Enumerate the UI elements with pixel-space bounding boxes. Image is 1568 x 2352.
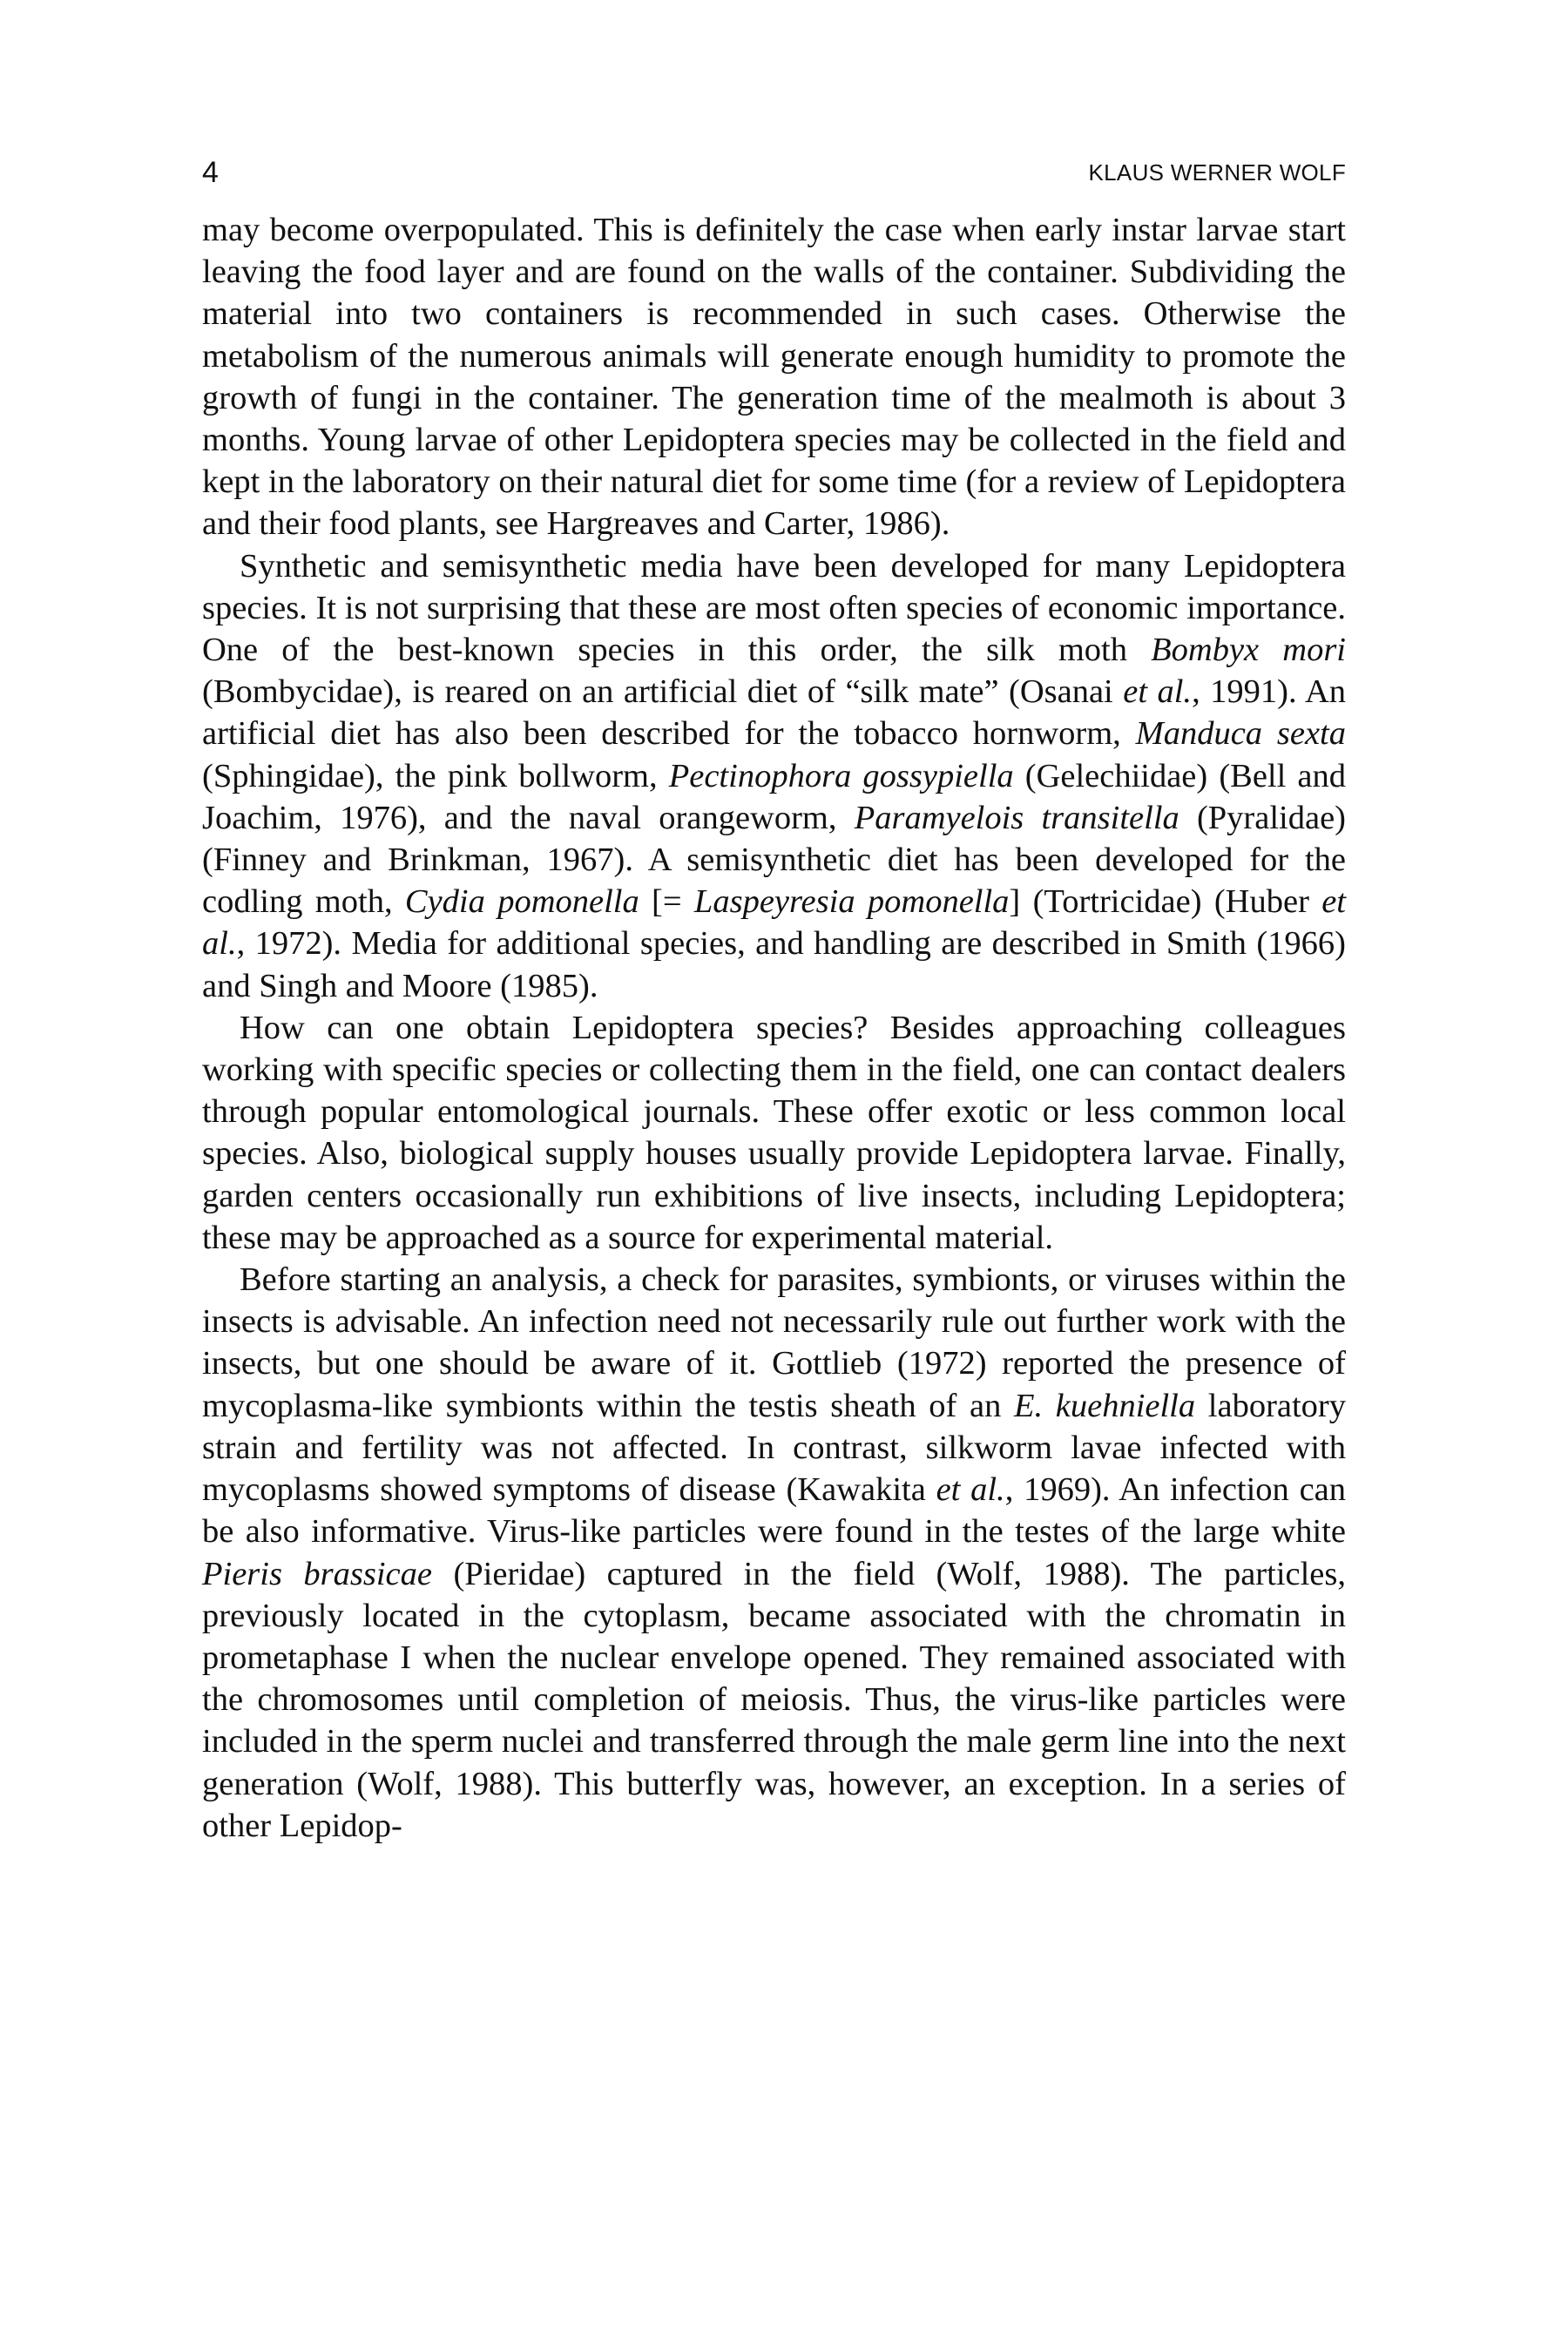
italic-term: Cydia pomonella xyxy=(404,883,639,921)
page-number: 4 xyxy=(202,156,219,189)
paragraph-4 xyxy=(202,1259,1346,1847)
paragraph-2 xyxy=(202,545,1346,1007)
text-run: ] (Tortricidae) (Huber xyxy=(1009,883,1322,921)
italic-term: E. kuehniella xyxy=(1013,1387,1196,1424)
italic-term: Laspeyresia pomonella xyxy=(693,883,1010,921)
text-run: , 1972). Media for additional species, and handling are described in Smith (1966) and Singh and Moore (1985). xyxy=(202,925,1346,1004)
paragraph-1 xyxy=(202,209,1346,545)
italic-term: Manduca sexta xyxy=(1135,715,1346,753)
body-text xyxy=(202,209,1346,1847)
text-run: (Pyralidae) (Finney and Brinkman, 1967). A semisynthetic diet has been developed for the codling moth, xyxy=(202,799,1346,921)
text-run: (Sphingidae), the pink bollworm, xyxy=(202,757,669,794)
text-run: (Bombycidae), is reared on an artificial diet of “silk mate” (Osanai xyxy=(202,673,1124,711)
running-head: KLAUS WERNER WOLF xyxy=(1088,159,1346,186)
italic-term: Bombyx mori xyxy=(1151,632,1346,669)
text-run: laboratory strain and fertility was not affected. In contrast, silkworm lavae infected with mycoplasms showed symptoms of disease (Kawakita xyxy=(202,1387,1347,1509)
page-header xyxy=(202,155,1346,190)
text-run: , 1991). An artificial diet has also been described for the tobacco hornworm, xyxy=(202,673,1346,753)
text-run: , 1969). An infection can be also informative. Virus-like particles were found in the testes of the large white xyxy=(202,1471,1346,1551)
text-run: How can one obtain Lepidoptera species? Besides approaching colleagues working with specific species or collecting them in the field, one can contact dealers through popular entomological journals. These offer exotic or less common local species. Also, biological supply houses usually provide Lepidoptera larvae. Finally, garden centers occasionally run exhibitions of live insects, including Lepidoptera; these may be approached as a source for experimental material. xyxy=(202,1009,1346,1256)
text-run: may become overpopulated. This is definitely the case when early instar larvae start leaving the food layer and are found on the walls of the container. Subdividing the material into two containers is recommended in such cases. Otherwise the metabolism of the numerous animals will generate enough humidity to promote the growth of fungi in the container. The generation time of the mealmoth is about 3 months. Young larvae of other Lepidoptera species may be collected in the field and kept in the laboratory on their natural diet for some time (for a review of Lepidoptera and their food plants, see Hargreaves and Carter, 1986). xyxy=(202,212,1346,543)
text-run: Synthetic and semisynthetic media have been developed for many Lepidoptera species. It is not surprising that these are most often species of economic importance. One of the best-known species in this order, the silk moth xyxy=(202,547,1346,669)
italic-term: et al. xyxy=(1123,673,1193,711)
text-run: (Pieridae) captured in the field (Wolf, 1988). The particles, previously located in the cytoplasm, became associated with the chromatin in prometaphase I when the nuclear envelope opened. They remained associated with the chromosomes until completion of meiosis. Thus, the virus-like particles were included in the sperm nuclei and transferred through the male germ line into the next generation (Wolf, 1988). This butterfly was, however, an exception. In a series of other Lepidop- xyxy=(202,1555,1347,1844)
text-run: Before starting an analysis, a check for parasites, symbionts, or viruses within the insects is advisable. An infection need not necessarily rule out further work with the insects, but one should be aware of it. Gottlieb (1972) reported the presence of mycoplasma-like symbionts within the testis sheath of an xyxy=(202,1261,1346,1424)
italic-term: Pieris brassicae xyxy=(202,1555,432,1592)
paragraph-3 xyxy=(202,1007,1346,1259)
italic-term: et al. xyxy=(936,1471,1005,1509)
italic-term: Pectinophora gossypiella xyxy=(668,757,1014,794)
italic-term: Paramyelois transitella xyxy=(854,799,1179,836)
text-run: (Gelechiidae) (Bell and Joachim, 1976), and the naval orangeworm, xyxy=(202,757,1346,836)
italic-term: et al. xyxy=(202,883,1347,963)
text-run: [= xyxy=(639,883,694,921)
